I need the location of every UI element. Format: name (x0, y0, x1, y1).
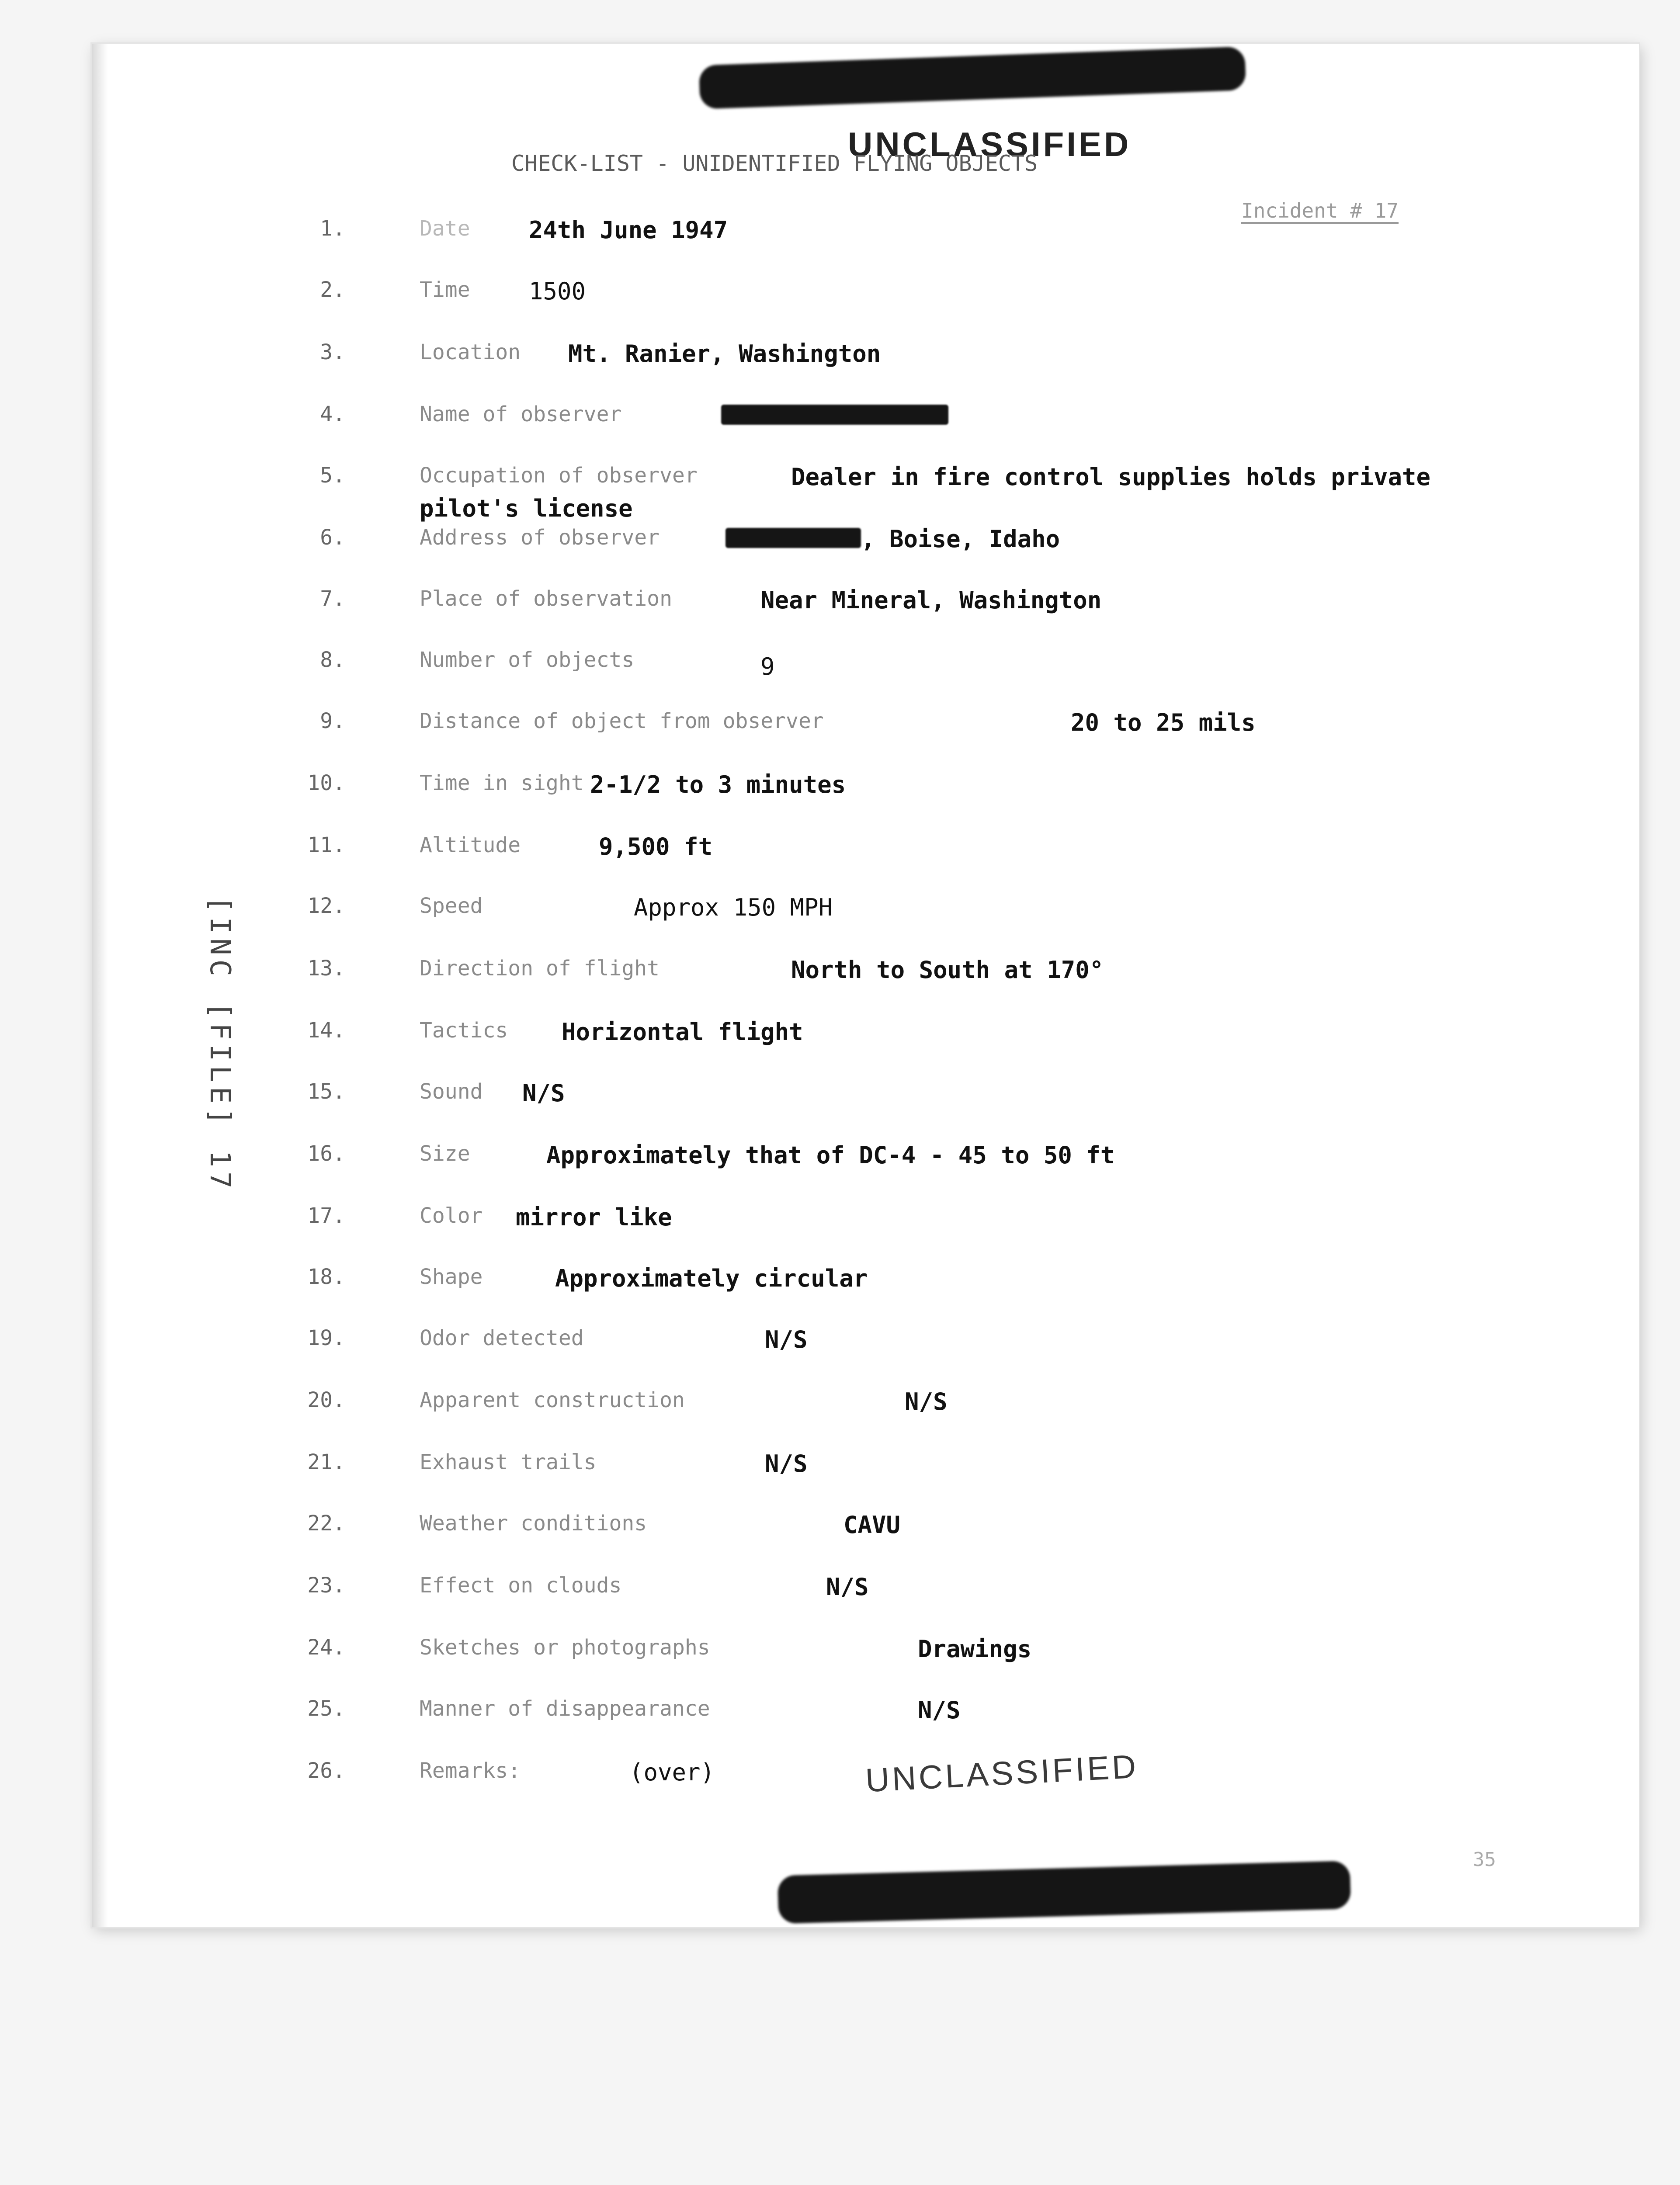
row-value: N/S (522, 1079, 565, 1107)
row-value: (over) (629, 1758, 715, 1786)
row-value: N/S (765, 1326, 808, 1353)
checklist-row (92, 216, 1639, 260)
row-value: Mt. Ranier, Washington (568, 340, 881, 368)
row-label: Effect on clouds (420, 1573, 622, 1598)
row-value: N/S (905, 1388, 948, 1415)
row-label: Time (420, 277, 470, 302)
classification-stamp-top: UNCLASSIFIED (848, 125, 1132, 163)
row-number: 12. (307, 894, 345, 918)
checklist-row (92, 1450, 1639, 1494)
checklist-row (92, 1573, 1639, 1617)
redaction-bar-bottom (778, 1861, 1351, 1924)
row-label: Sketches or photographs (420, 1635, 710, 1660)
row-number: 7. (320, 586, 345, 611)
row-number: 5. (320, 463, 345, 488)
row-number: 9. (320, 709, 345, 733)
row-number: 6. (320, 525, 345, 550)
row-value: Dealer in fire control supplies holds private (791, 463, 1430, 491)
row-value: 9,500 ft (599, 833, 713, 860)
document-page (92, 44, 1639, 1927)
row-label: Date (420, 216, 470, 241)
row-value: N/S (765, 1450, 808, 1477)
side-file-stamp: [INC [FILE] 17 (204, 896, 236, 1193)
row-value: Approximately that of DC-4 - 45 to 50 ft (546, 1141, 1115, 1169)
row-label: Time in sight (420, 771, 584, 795)
row-number: 16. (307, 1141, 345, 1166)
checklist-row (92, 1696, 1639, 1740)
checklist-row (92, 340, 1639, 384)
row-label: Name of observer (420, 402, 622, 427)
row-number: 24. (307, 1635, 345, 1660)
checklist-row (92, 402, 1639, 446)
checklist-row (92, 277, 1639, 321)
checklist-row (92, 586, 1639, 630)
checklist-row (92, 956, 1639, 1000)
row-number: 21. (307, 1450, 345, 1474)
row-label: Manner of disappearance (420, 1696, 710, 1721)
row-number: 1. (320, 216, 345, 241)
checklist-row (92, 1265, 1639, 1308)
checklist-row (92, 1511, 1639, 1555)
row-value: Drawings (918, 1635, 1032, 1663)
row-value: Approximately circular (555, 1265, 868, 1292)
row-label: Altitude (420, 833, 521, 857)
redaction-observer-name (721, 405, 948, 425)
row-value: North to South at 170° (791, 956, 1104, 984)
row-label: Direction of flight (420, 956, 660, 981)
row-value: N/S (826, 1573, 869, 1601)
row-number: 8. (320, 648, 345, 672)
row-label: Shape (420, 1265, 483, 1289)
row-number: 14. (307, 1018, 345, 1043)
row-number: 2. (320, 277, 345, 302)
checklist-row (92, 648, 1639, 691)
row-label: Weather conditions (420, 1511, 647, 1536)
row-number: 13. (307, 956, 345, 981)
row-value: Near Mineral, Washington (760, 586, 1102, 614)
row-value: , Boise, Idaho (861, 525, 1060, 553)
row-value: N/S (918, 1696, 961, 1724)
row-value: Horizontal flight (562, 1018, 803, 1046)
checklist-row (92, 894, 1639, 937)
row-number: 15. (307, 1079, 345, 1104)
row-number: 23. (307, 1573, 345, 1598)
row-label: Odor detected (420, 1326, 584, 1350)
row-label: Exhaust trails (420, 1450, 597, 1474)
row-label: Apparent construction (420, 1388, 685, 1412)
redaction-bar-top (699, 46, 1246, 109)
checklist-row (92, 833, 1639, 877)
row-label: Occupation of observer (420, 463, 698, 488)
checklist-row (92, 463, 1639, 522)
checklist-row (92, 1079, 1639, 1123)
row-label: Number of objects (420, 648, 635, 672)
redaction-observer-address (725, 528, 861, 548)
row-number: 17. (307, 1203, 345, 1228)
checklist-row (92, 1141, 1639, 1185)
row-label: Tactics (420, 1018, 508, 1043)
row-number: 18. (307, 1265, 345, 1289)
row-value: mirror like (516, 1203, 672, 1231)
row-value-continued: pilot's license (420, 495, 633, 522)
row-number: 10. (307, 771, 345, 795)
checklist-row (92, 709, 1639, 753)
classification-stamp-bottom: UNCLASSIFIED (864, 1748, 1140, 1800)
form-title: CHECK-LIST - UNIDENTIFIED FLYING OBJECTS (511, 151, 1038, 176)
row-number: 4. (320, 402, 345, 427)
row-number: 26. (307, 1758, 345, 1783)
row-label: Speed (420, 894, 483, 918)
row-value: 24th June 1947 (529, 216, 728, 244)
checklist-row (92, 1326, 1639, 1370)
row-number: 20. (307, 1388, 345, 1412)
row-number: 3. (320, 340, 345, 364)
row-label: Address of observer (420, 525, 660, 550)
row-label: Location (420, 340, 521, 364)
row-label: Remarks: (420, 1758, 521, 1783)
row-label: Place of observation (420, 586, 672, 611)
checklist-row (92, 771, 1639, 815)
row-value: CAVU (843, 1511, 901, 1539)
checklist-row (92, 1635, 1639, 1679)
checklist-row (92, 1018, 1639, 1062)
row-label: Color (420, 1203, 483, 1228)
row-value: 1500 (529, 277, 586, 305)
checklist-row (92, 1203, 1639, 1247)
row-value: 2-1/2 to 3 minutes (590, 771, 846, 798)
row-label: Distance of object from observer (420, 709, 824, 733)
row-number: 25. (307, 1696, 345, 1721)
checklist-row (92, 1388, 1639, 1432)
row-value: Approx 150 MPH (634, 894, 833, 921)
row-number: 22. (307, 1511, 345, 1536)
row-number: 19. (307, 1326, 345, 1350)
row-label: Size (420, 1141, 470, 1166)
row-label: Sound (420, 1079, 483, 1104)
incident-number: Incident # 17 (1241, 199, 1399, 222)
row-value: 20 to 25 mils (1071, 709, 1256, 736)
checklist-row (92, 525, 1639, 569)
row-value: 9 (760, 653, 775, 680)
row-number: 11. (307, 833, 345, 857)
page-number-mark: 35 (1473, 1849, 1496, 1871)
